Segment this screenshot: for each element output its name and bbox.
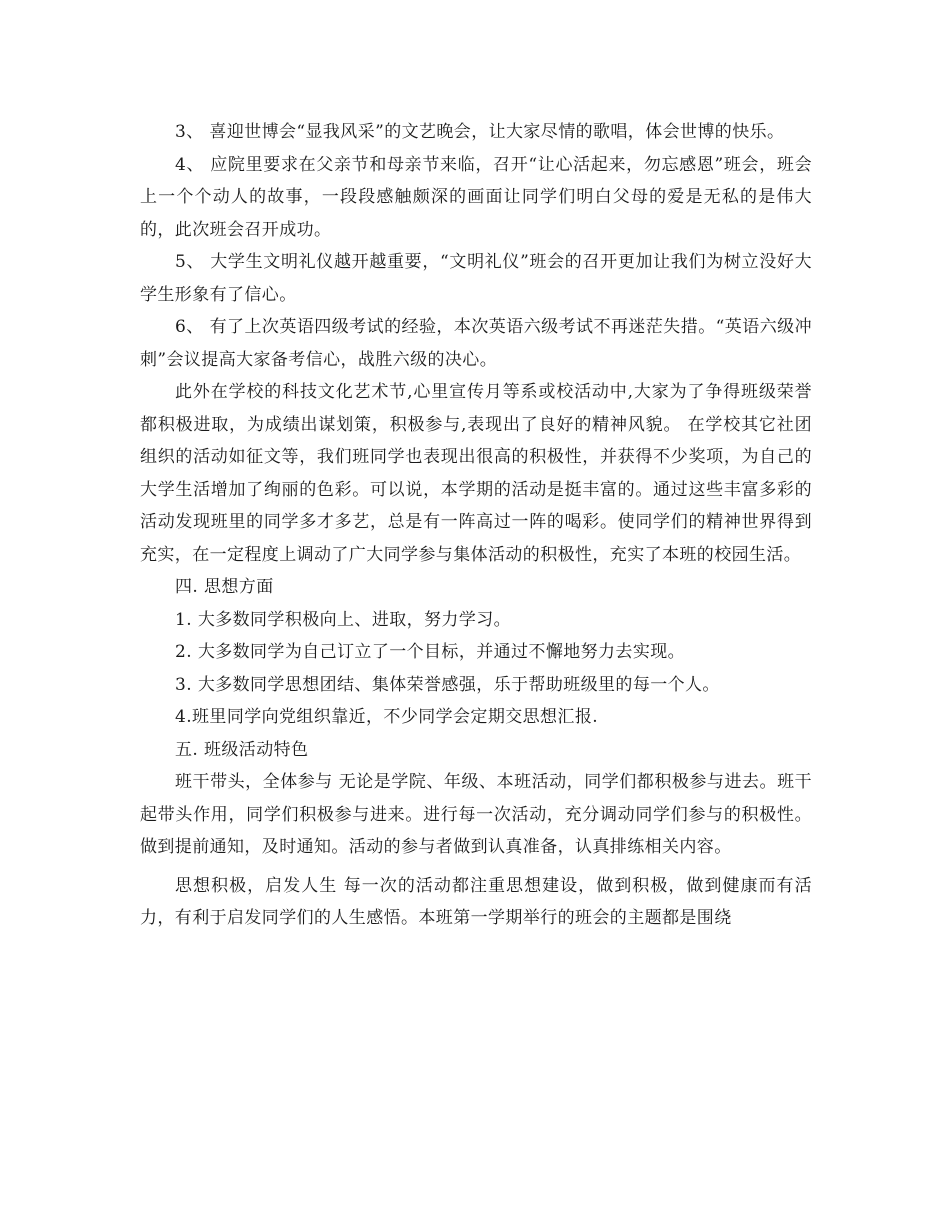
section-heading-thought: 四. 思想方面 [175,577,274,597]
paragraph-leadership: 班干带头，全体参与 无论是学院、年级、本班活动，同学们都积极参与进去。班干起带头作用，同学们积极参与进来。进行每一次活动，充分调动同学们参与的积极性。做到提前通知，及时通知。活动的参与者做到认真准备，认真排练相关内容。 [140,772,812,857]
document-page [140,116,812,935]
paragraph-item-5: 5、 大学生文明礼仪越开越重要，“文明礼仪”班会的召开更加让我们为树立没好大学生形象有了信心。 [140,252,812,305]
thought-list-item-3: 3. 大多数同学思想团结、集体荣誉感强，乐于帮助班级里的每一个人。 [175,674,720,695]
thought-list-item-2: 2. 大多数同学为自己订立了一个目标，并通过不懈地努力去实现。 [175,642,686,662]
paragraph-item-3: 3、 喜迎世博会“显我风采”的文艺晚会，让大家尽情的歌唱，体会世博的快乐。 [175,122,785,142]
thought-list-item-4: 4.班里同学向党组织靠近，不少同学会定期交思想汇报. [175,707,599,727]
paragraph-item-6: 6、 有了上次英语四级考试的经验，本次英语六级考试不再迷茫失措。“英语六级冲刺”会议提高大家备考信心，战胜六级的决心。 [140,317,812,370]
paragraph-item-4: 4、 应院里要求在父亲节和母亲节来临，召开“让心活起来，勿忘感恩”班会，班会上一个个动人的故事，一段段感触颇深的画面让同学们明白父母的爱是无私的是伟大的，此次班会召开成功。 [140,154,812,240]
thought-list-item-1: 1. 大多数同学积极向上、进取，努力学习。 [175,609,512,630]
section-heading-features: 五. 班级活动特色 [175,739,309,760]
paragraph-activities-summary: 此外在学校的科技文化艺术节,心里宣传月等系或校活动中,大家为了争得班级荣誉都积极进取，为成绩出谋划策，积极参与,表现出了良好的精神风貌。 在学校其它社团组织的活动如征文等，我们班同学也表现出很高的积极性，并获得不少奖项，为自己的大学生活增加了绚丽的色彩。可以说，本学期的活动是挺丰富的。通过这些丰富多彩的活动发现班里的同学多才多艺，总是有一阵高过一阵的喝彩。使同学们的精神世界得到充实，在一定程度上调动了广大同学参与集体活动的积极性，充实了本班的校园生活。 [140,382,812,565]
paragraph-thought-positive: 思想积极，启发人生 每一次的活动都注重思想建设，做到积极，做到健康而有活力，有利于启发同学们的人生感悟。本班第一学期举行的班会的主题都是围绕 [140,875,812,928]
